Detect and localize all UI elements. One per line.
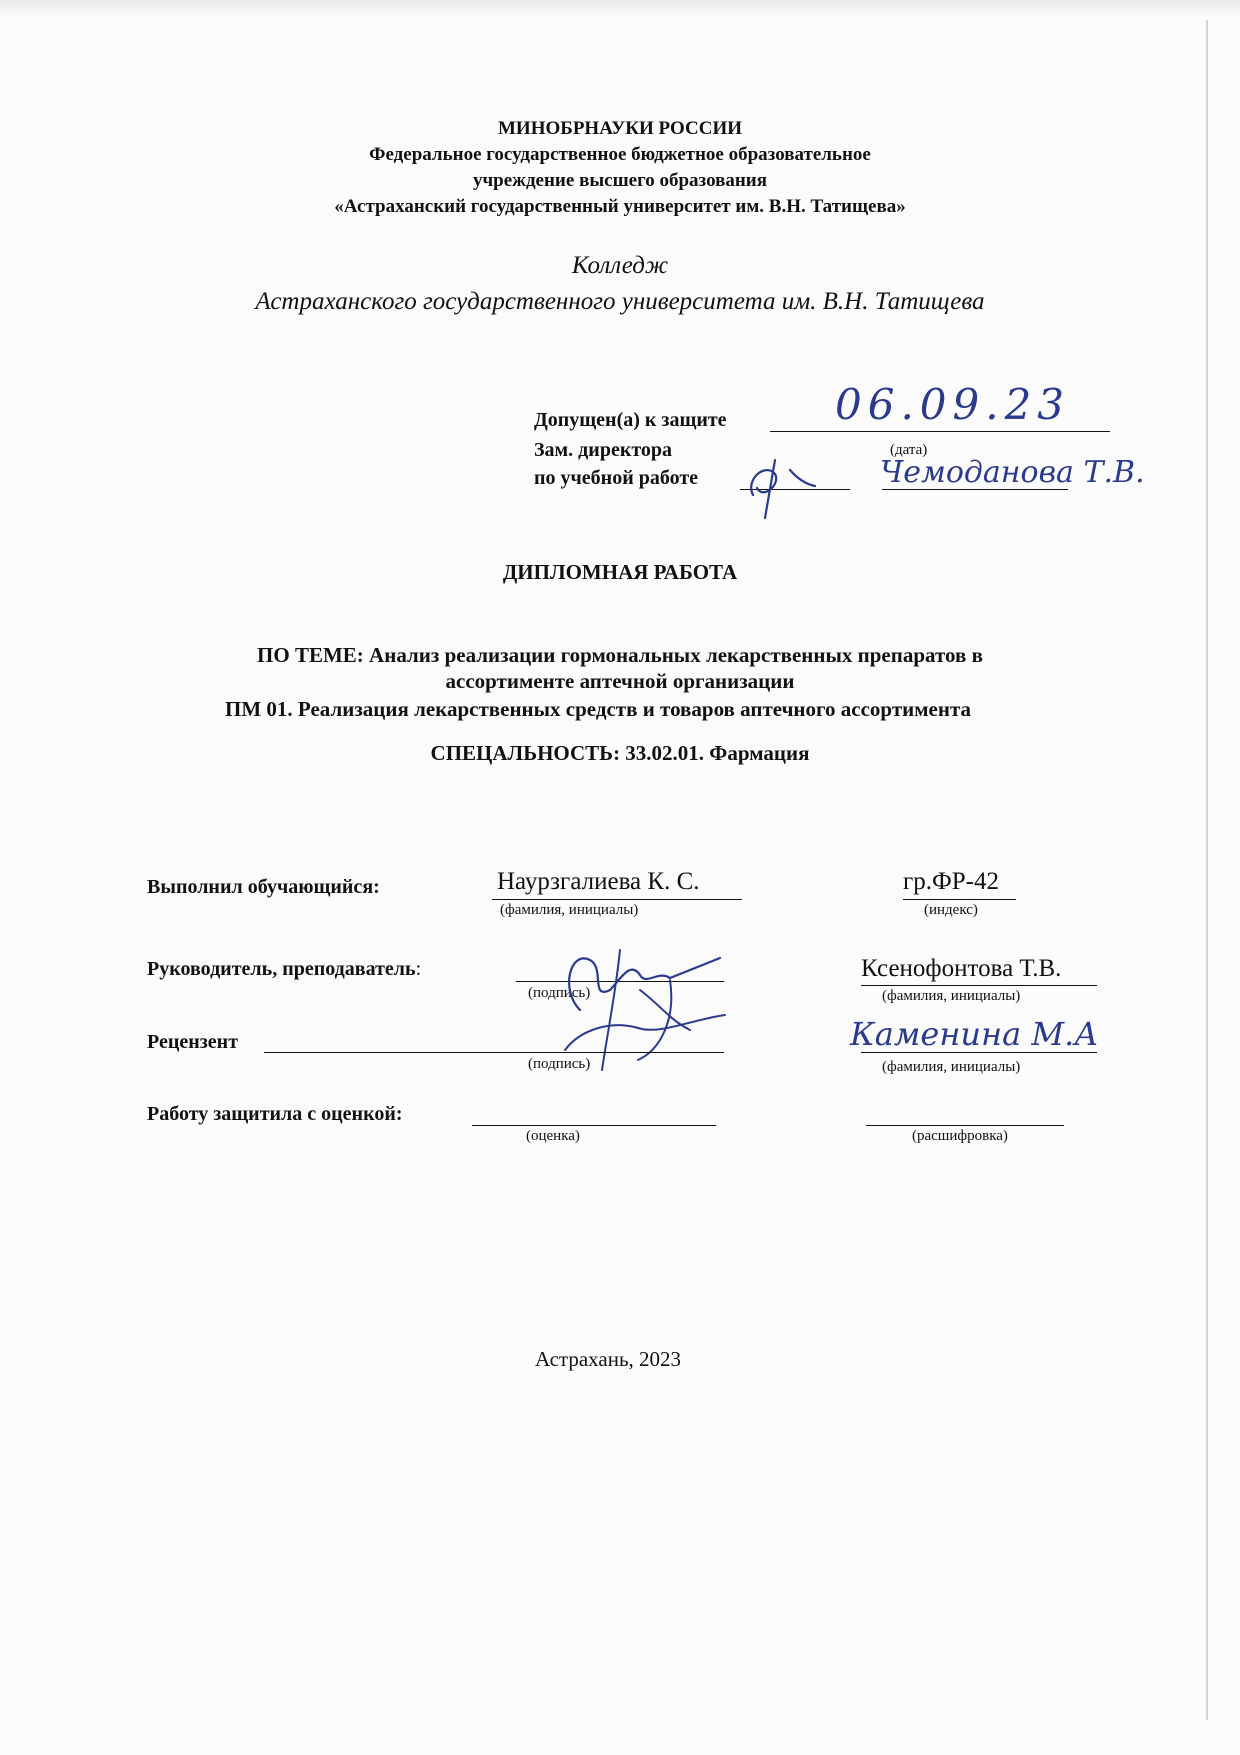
supervisor-name-line <box>861 985 1097 986</box>
scan-shadow <box>0 0 1240 16</box>
reviewer-sign-caption: (подпись) <box>528 1056 591 1072</box>
student-name: Наурзгалиева К. С. <box>497 868 700 895</box>
handwritten-date: 06.09.23 <box>835 380 1071 429</box>
module-line: ПМ 01. Реализация лекарственных средств и товаров аптечного ассортимента <box>225 697 972 721</box>
ministry-title: МИНОБРНАУКИ РОССИИ <box>497 118 743 139</box>
reviewer-sign-line <box>264 1052 724 1053</box>
student-label: Выполнил обучающийся: <box>147 876 380 898</box>
topic-line-2: ассортименте аптечной организации <box>445 669 795 693</box>
supervisor-name-caption: (фамилия, инициалы) <box>882 988 1021 1004</box>
deputy-line-1: Зам. директора <box>534 439 673 461</box>
document-type: ДИПЛОМНАЯ РАБОТА <box>502 560 738 584</box>
date-line <box>770 431 1110 432</box>
supervisor-name: Ксенофонтова Т.В. <box>861 955 1062 982</box>
decode-line <box>866 1125 1064 1126</box>
deputy-signature-icon <box>735 440 855 520</box>
college-line-2: Астраханского государственного университета им. В.Н. Татищева <box>255 288 985 315</box>
grade-label: Работу защитила с оценкой: <box>147 1103 403 1125</box>
reviewer-handwritten-name: Каменина М.А <box>850 1015 1099 1053</box>
city-year: Астрахань, 2023 <box>534 1347 682 1371</box>
student-name-caption: (фамилия, инициалы) <box>500 902 639 918</box>
org-line-2: учреждение высшего образования <box>472 170 768 191</box>
deputy-line-2: по учебной работе <box>534 467 699 489</box>
supervisor-label-text: Руководитель, преподаватель <box>147 958 416 980</box>
supervisor-sign-caption: (подпись) <box>528 985 591 1001</box>
topic-line-1: ПО ТЕМЕ: Анализ реализации гормональных лекарственных препаратов в <box>257 643 983 667</box>
university-name: «Астраханский государственный университет им. В.Н. Татищева» <box>334 196 906 217</box>
org-line-1: Федеральное государственное бюджетное образовательное <box>369 144 871 165</box>
grade-caption: (оценка) <box>526 1128 580 1144</box>
specialty-line: СПЕЦАЛЬНОСТЬ: 33.02.01. Фармация <box>430 741 810 765</box>
reviewer-label: Рецензент <box>147 1031 239 1053</box>
handwritten-deputy-name: Чемоданова Т.В. <box>880 455 1145 490</box>
group-index: гр.ФР-42 <box>903 868 999 895</box>
college-line-1: Колледж <box>571 252 669 279</box>
group-caption: (индекс) <box>924 902 978 918</box>
admitted-label: Допущен(а) к защите <box>534 409 727 431</box>
supervisor-label <box>147 958 421 981</box>
date-caption: (дата) <box>890 442 928 458</box>
reviewer-name-caption: (фамилия, инициалы) <box>882 1059 1021 1075</box>
grade-line <box>472 1125 716 1126</box>
group-line <box>903 899 1016 900</box>
decode-caption: (расшифровка) <box>912 1128 1008 1144</box>
student-name-line <box>492 899 742 900</box>
supervisor-label-colon: : <box>415 958 422 980</box>
